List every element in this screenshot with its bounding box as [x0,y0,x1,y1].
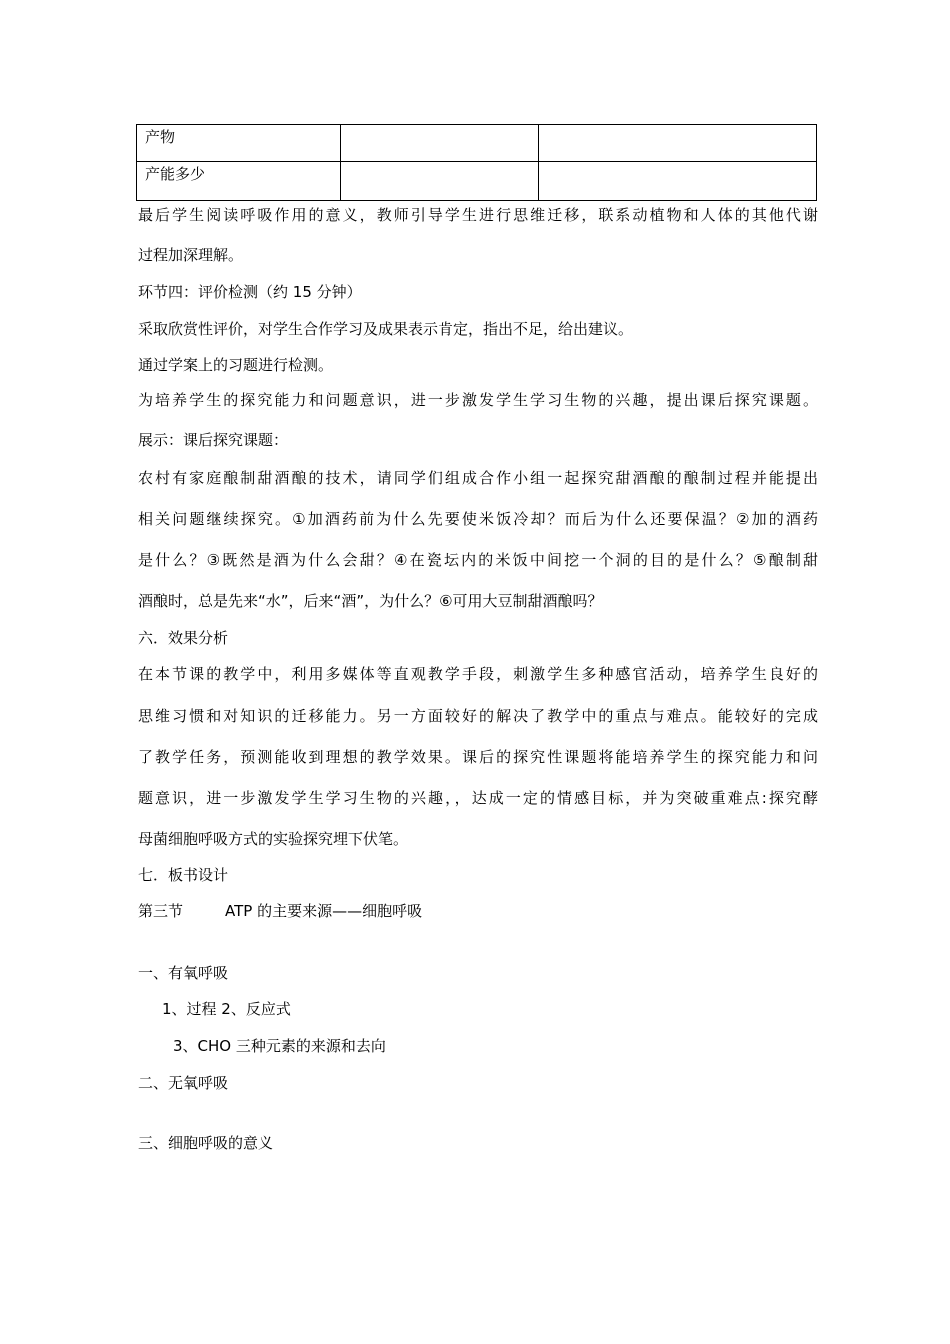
paragraph: 展示：课后探究课题： [138,431,289,449]
paragraph-line: 在本节课的教学中，利用多媒体等直观教学手段，刺激学生多种感官活动，培养学生良好的 [138,665,818,683]
paragraph-line: 相关问题继续探究。①加酒药前为什么先要使米饭冷却？而后为什么还要保温？②加的酒药 [138,510,818,528]
section-heading: 六．效果分析 [138,629,229,647]
table-cell-label: 产物 [137,125,341,162]
paragraph-line: 是什么？③既然是酒为什么会甜？④在瓷坛内的米饭中间挖一个洞的目的是什么？⑤酿制甜 [138,551,818,569]
section-heading: 环节四：评价检测（约 15 分钟） [138,283,362,301]
table-cell-label: 产能多少 [137,162,341,201]
table-cell [341,125,539,162]
paragraph-line: 过程加深理解。 [138,246,244,264]
paragraph: 通过学案上的习题进行检测。 [138,356,334,374]
paragraph: 采取欣赏性评价，对学生合作学习及成果表示肯定，指出不足，给出建议。 [138,320,634,338]
paragraph-line: 了教学任务，预测能收到理想的教学效果。课后的探究性课题将能培养学生的探究能力和问 [138,748,818,766]
table-cell [341,162,539,201]
board-item: 一、有氧呼吸 [138,964,229,982]
comparison-table [136,124,817,201]
board-subitem: 3、CHO 三种元素的来源和去向 [173,1037,386,1055]
paragraph-line: 思维习惯和对知识的迁移能力。另一方面较好的解决了教学中的重点与难点。能较好的完成 [138,707,818,725]
paragraph-line: 酒酿时，总是先来“水”，后来“酒”，为什么？⑥可用大豆制甜酒酿吗？ [138,592,603,610]
board-item: 二、无氧呼吸 [138,1074,229,1092]
table-cell [539,125,817,162]
table-row [137,162,817,201]
board-item: 三、细胞呼吸的意义 [138,1134,274,1152]
board-title [138,901,422,921]
board-subitem: 1、过程 2、反应式 [162,1000,291,1018]
paragraph-line: 农村有家庭酿制甜酒酿的技术，请同学们组成合作小组一起探究甜酒酿的酿制过程并能提出 [138,469,818,487]
board-section-label: 第三节 [138,902,184,920]
paragraph-line: 母菌细胞呼吸方式的实验探究埋下伏笔。 [138,830,409,848]
paragraph: 为培养学生的探究能力和问题意识，进一步激发学生学习生物的兴趣，提出课后探究课题。 [138,391,818,409]
table-cell [539,162,817,201]
paragraph-line: 最后学生阅读呼吸作用的意义，教师引导学生进行思维迁移，联系动植物和人体的其他代谢 [138,206,818,224]
section-heading: 七．板书设计 [138,866,229,884]
table-row [137,125,817,162]
paragraph-line: 题意识，进一步激发学生学习生物的兴趣，，达成一定的情感目标，并为突破重难点:探究酵 [138,789,818,807]
board-section-title: ATP 的主要来源——细胞呼吸 [225,902,423,920]
